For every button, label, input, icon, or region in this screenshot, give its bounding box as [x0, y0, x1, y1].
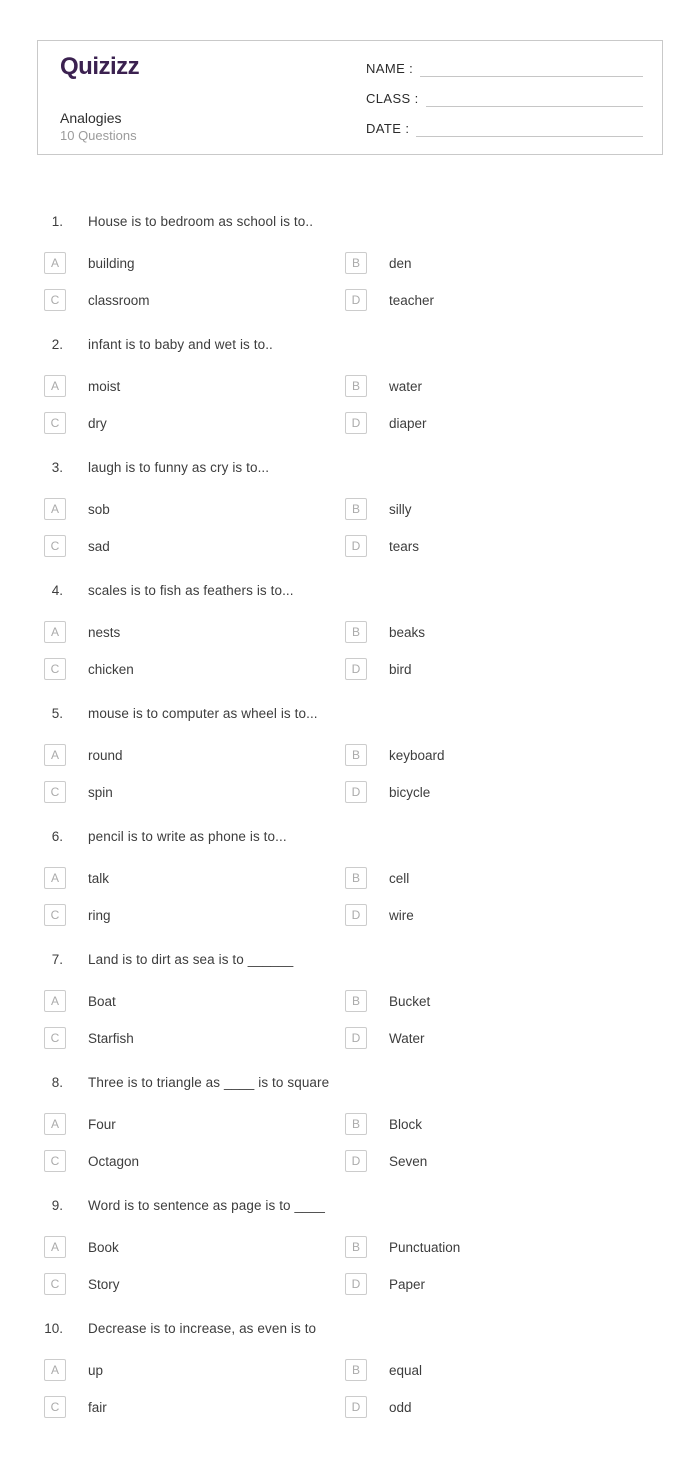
question-text: Decrease is to increase, as even is to [88, 1321, 317, 1336]
option-letter: D [351, 539, 361, 553]
option-label: talk [88, 870, 110, 886]
option-label: den [389, 255, 412, 271]
worksheet-title: Analogies [60, 110, 122, 126]
option-row-cd [37, 1395, 663, 1419]
option-cell [345, 1027, 663, 1049]
option-cell [37, 621, 345, 643]
option-letter-box[interactable] [44, 1273, 66, 1295]
option-cell [37, 781, 345, 803]
option-letter-box[interactable] [345, 658, 367, 680]
option-letter-box[interactable] [345, 990, 367, 1012]
option-letter: A [50, 748, 59, 762]
option-letter: B [351, 1240, 360, 1254]
option-row-cd [37, 534, 663, 558]
option-cell [37, 1150, 345, 1172]
option-cell [37, 1236, 345, 1258]
class-field-input[interactable] [426, 90, 643, 107]
option-label: Story [88, 1276, 120, 1292]
question-row [37, 335, 663, 355]
option-letter: B [351, 871, 360, 885]
option-label: tears [389, 538, 420, 554]
option-letter-box[interactable] [44, 289, 66, 311]
question-row [37, 827, 663, 847]
option-letter: D [351, 1277, 361, 1291]
question-row [37, 950, 663, 970]
date-field-label: DATE : [366, 121, 410, 136]
question-row [37, 1319, 663, 1339]
option-cell [345, 621, 663, 643]
option-letter-box[interactable] [345, 621, 367, 643]
option-letter: C [50, 662, 60, 676]
option-label: keyboard [389, 747, 445, 763]
question-block [37, 827, 663, 927]
option-letter: C [50, 1031, 60, 1045]
option-cell [345, 658, 663, 680]
option-label: chicken [88, 661, 134, 677]
option-cell [37, 289, 345, 311]
quizizz-logo: Quizizz [60, 53, 140, 80]
option-letter: B [351, 1363, 360, 1377]
option-cell [345, 375, 663, 397]
option-letter-box[interactable] [44, 252, 66, 274]
option-letter-box[interactable] [44, 535, 66, 557]
option-cell [345, 867, 663, 889]
option-label: Starfish [88, 1030, 134, 1046]
option-label: Octagon [88, 1153, 140, 1169]
option-letter: D [351, 1031, 361, 1045]
option-row-ab [37, 497, 663, 521]
option-letter: A [50, 379, 59, 393]
option-row-cd [37, 657, 663, 681]
option-cell [37, 1273, 345, 1295]
option-letter: B [351, 379, 360, 393]
question-text: Three is to triangle as ____ is to square [88, 1075, 330, 1090]
question-text: mouse is to computer as wheel is to... [88, 706, 318, 721]
option-letter-box[interactable] [44, 375, 66, 397]
option-row-cd [37, 288, 663, 312]
option-label: sad [88, 538, 110, 554]
option-label: building [88, 255, 135, 271]
option-letter-box[interactable] [345, 535, 367, 557]
option-row-cd [37, 1149, 663, 1173]
date-field-row [366, 118, 643, 137]
option-cell [345, 990, 663, 1012]
option-cell [37, 744, 345, 766]
option-letter-box[interactable] [345, 1113, 367, 1135]
option-letter-box[interactable] [345, 1273, 367, 1295]
option-cell [37, 990, 345, 1012]
option-letter-box[interactable] [345, 904, 367, 926]
option-row-cd [37, 411, 663, 435]
option-letter: B [351, 256, 360, 270]
option-letter: A [50, 1240, 59, 1254]
option-cell [37, 498, 345, 520]
option-letter-box[interactable] [44, 867, 66, 889]
option-letter: C [50, 1400, 60, 1414]
option-label: teacher [389, 292, 435, 308]
option-cell [37, 1359, 345, 1381]
option-cell [345, 498, 663, 520]
option-label: silly [389, 501, 412, 517]
question-block [37, 704, 663, 804]
option-letter: A [50, 1363, 59, 1377]
question-block [37, 212, 663, 312]
option-row-ab [37, 743, 663, 767]
question-row [37, 1073, 663, 1093]
option-letter-box[interactable] [44, 1027, 66, 1049]
question-block [37, 1073, 663, 1173]
option-letter: B [351, 1117, 360, 1131]
option-letter-box[interactable] [44, 1150, 66, 1172]
option-letter: C [50, 1277, 60, 1291]
option-cell [345, 289, 663, 311]
option-label: equal [389, 1362, 423, 1378]
question-number: 9. [51, 1198, 63, 1213]
option-label: bicycle [389, 784, 431, 800]
question-text: Word is to sentence as page is to ____ [88, 1198, 325, 1213]
option-letter-box[interactable] [345, 498, 367, 520]
question-block [37, 581, 663, 681]
option-cell [345, 1273, 663, 1295]
option-letter: D [351, 662, 361, 676]
option-letter-box[interactable] [44, 904, 66, 926]
option-cell [345, 252, 663, 274]
option-letter-box[interactable] [44, 1359, 66, 1381]
option-cell [345, 1236, 663, 1258]
option-cell [37, 375, 345, 397]
question-block [37, 335, 663, 435]
question-number: 1. [51, 214, 63, 229]
option-letter: D [351, 293, 361, 307]
option-cell [345, 1113, 663, 1135]
option-label: Bucket [389, 993, 431, 1009]
option-label: dry [88, 415, 107, 431]
question-row [37, 458, 663, 478]
option-label: Seven [389, 1153, 428, 1169]
name-field-label: NAME : [366, 61, 414, 76]
question-block [37, 1196, 663, 1296]
option-cell [37, 1027, 345, 1049]
class-field-label: CLASS : [366, 91, 419, 106]
option-row-ab [37, 251, 663, 275]
option-letter-box[interactable] [345, 744, 367, 766]
option-letter: D [351, 416, 361, 430]
question-text: infant is to baby and wet is to.. [88, 337, 273, 352]
question-block [37, 458, 663, 558]
question-number: 7. [51, 952, 63, 967]
option-letter-box[interactable] [345, 1027, 367, 1049]
option-label: Paper [389, 1276, 426, 1292]
option-label: Four [88, 1116, 116, 1132]
option-letter: A [50, 625, 59, 639]
student-fields [366, 41, 662, 154]
question-text: scales is to fish as feathers is to... [88, 583, 294, 598]
worksheet-header [37, 40, 663, 155]
option-label: odd [389, 1399, 412, 1415]
worksheet-title-block [60, 109, 366, 144]
option-letter: D [351, 1154, 361, 1168]
option-letter-box[interactable] [345, 412, 367, 434]
option-letter: B [351, 625, 360, 639]
option-letter-box[interactable] [44, 1236, 66, 1258]
option-letter-box[interactable] [345, 252, 367, 274]
question-number: 10. [44, 1321, 63, 1336]
option-cell [37, 1113, 345, 1135]
option-row-ab [37, 1112, 663, 1136]
question-row [37, 704, 663, 724]
option-row-ab [37, 1358, 663, 1382]
question-number: 2. [51, 337, 63, 352]
option-row-cd [37, 1026, 663, 1050]
option-letter-box[interactable] [44, 744, 66, 766]
option-label: Water [389, 1030, 425, 1046]
option-letter-box[interactable] [345, 867, 367, 889]
option-row-cd [37, 1272, 663, 1296]
option-label: diaper [389, 415, 427, 431]
option-cell [37, 1396, 345, 1418]
option-letter: A [50, 502, 59, 516]
option-letter-box[interactable] [44, 1396, 66, 1418]
option-cell [345, 1150, 663, 1172]
option-cell [37, 412, 345, 434]
question-number: 4. [51, 583, 63, 598]
option-letter-box[interactable] [44, 621, 66, 643]
option-cell [345, 744, 663, 766]
question-number: 6. [51, 829, 63, 844]
option-label: nests [88, 624, 121, 640]
question-count: 10 Questions [60, 128, 137, 143]
option-letter-box[interactable] [345, 781, 367, 803]
option-letter: C [50, 539, 60, 553]
option-letter: B [351, 994, 360, 1008]
option-letter: A [50, 1117, 59, 1131]
option-letter: B [351, 748, 360, 762]
option-label: cell [389, 870, 410, 886]
option-row-ab [37, 1235, 663, 1259]
question-text: House is to bedroom as school is to.. [88, 214, 314, 229]
option-cell [37, 658, 345, 680]
option-label: wire [389, 907, 414, 923]
option-letter: B [351, 502, 360, 516]
option-letter: D [351, 1400, 361, 1414]
option-label: beaks [389, 624, 426, 640]
option-letter: C [50, 785, 60, 799]
option-cell [345, 535, 663, 557]
option-letter: A [50, 871, 59, 885]
option-letter: C [50, 1154, 60, 1168]
option-row-ab [37, 989, 663, 1013]
header-left-section [38, 41, 366, 154]
option-letter-box[interactable] [345, 289, 367, 311]
option-letter-box[interactable] [44, 658, 66, 680]
option-label: round [88, 747, 123, 763]
option-cell [345, 1396, 663, 1418]
option-label: moist [88, 378, 121, 394]
question-row [37, 212, 663, 232]
option-letter-box[interactable] [345, 1236, 367, 1258]
question-number: 8. [51, 1075, 63, 1090]
question-text: laugh is to funny as cry is to... [88, 460, 270, 475]
option-cell [345, 1359, 663, 1381]
option-label: sob [88, 501, 110, 517]
option-letter-box[interactable] [44, 1113, 66, 1135]
option-row-ab [37, 620, 663, 644]
option-letter-box[interactable] [345, 375, 367, 397]
option-letter: D [351, 785, 361, 799]
option-row-cd [37, 903, 663, 927]
option-cell [37, 535, 345, 557]
option-label: fair [88, 1399, 107, 1415]
name-field-row [366, 58, 643, 77]
question-row [37, 581, 663, 601]
option-letter-box[interactable] [44, 990, 66, 1012]
option-cell [37, 252, 345, 274]
option-label: up [88, 1362, 104, 1378]
question-text: Land is to dirt as sea is to ______ [88, 952, 294, 967]
option-label: ring [88, 907, 111, 923]
option-letter-box[interactable] [44, 498, 66, 520]
option-cell [345, 412, 663, 434]
question-row [37, 1196, 663, 1216]
option-label: classroom [88, 292, 150, 308]
option-row-cd [37, 780, 663, 804]
option-row-ab [37, 374, 663, 398]
questions-list [37, 212, 663, 1442]
option-letter-box[interactable] [44, 781, 66, 803]
option-letter: A [50, 256, 59, 270]
option-letter: C [50, 416, 60, 430]
question-text: pencil is to write as phone is to... [88, 829, 287, 844]
question-number: 3. [51, 460, 63, 475]
option-letter: C [50, 908, 60, 922]
option-letter: A [50, 994, 59, 1008]
option-label: water [389, 378, 423, 394]
option-letter-box[interactable] [345, 1150, 367, 1172]
option-label: Boat [88, 993, 116, 1009]
option-cell [37, 904, 345, 926]
option-letter-box[interactable] [345, 1396, 367, 1418]
question-block [37, 1319, 663, 1419]
name-field-input[interactable] [420, 60, 643, 77]
option-letter-box[interactable] [345, 1359, 367, 1381]
option-label: Book [88, 1239, 119, 1255]
option-row-ab [37, 866, 663, 890]
option-letter-box[interactable] [44, 412, 66, 434]
option-cell [345, 781, 663, 803]
question-number: 5. [51, 706, 63, 721]
option-label: Block [389, 1116, 423, 1132]
option-label: Punctuation [389, 1239, 461, 1255]
option-letter: D [351, 908, 361, 922]
option-label: bird [389, 661, 412, 677]
class-field-row [366, 88, 643, 107]
option-label: spin [88, 784, 113, 800]
question-block [37, 950, 663, 1050]
option-cell [345, 904, 663, 926]
date-field-input[interactable] [416, 120, 643, 137]
option-letter: C [50, 293, 60, 307]
option-cell [37, 867, 345, 889]
